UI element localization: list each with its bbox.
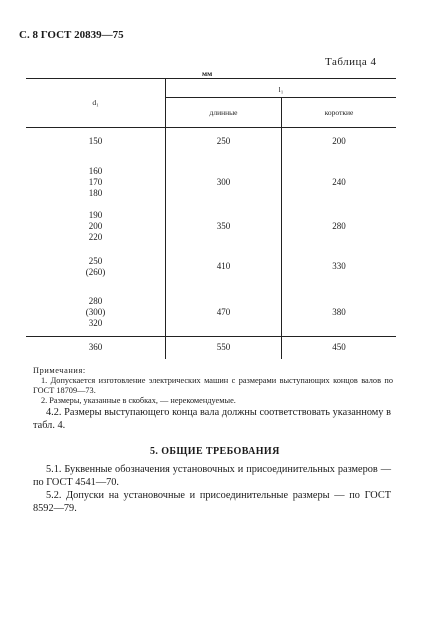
- note-1: 1. Допускается изготовление электрических машин с размерами выступающих концов валов по ГОСТ 18709—73.: [33, 376, 393, 395]
- table-cell-long: 470: [216, 307, 231, 317]
- section-heading: 5. ОБЩИЕ ТРЕБОВАНИЯ: [150, 446, 280, 457]
- col-header-long: длинные: [209, 108, 238, 117]
- table-cell-d: 360: [88, 342, 103, 352]
- table-cell-long: 250: [216, 136, 231, 146]
- table-notes: [33, 366, 393, 406]
- table-header-rule: [26, 127, 396, 128]
- table-title: Таблица 4: [325, 56, 377, 68]
- table-last-row-rule: [26, 336, 396, 337]
- table-cell-short: 380: [332, 307, 346, 317]
- table-cell-long: 300: [216, 177, 231, 187]
- table-cell-d: 150: [88, 136, 103, 146]
- table-cell-d: 280 (300) 320: [85, 296, 106, 328]
- note-2: 2. Размеры, указанные в скобках, — нерекомендуемые.: [41, 396, 236, 405]
- table-top-rule: [26, 78, 396, 79]
- table-cell-short: 200: [332, 136, 346, 146]
- table-cell-long: 410: [216, 261, 231, 271]
- table-cell-long: 350: [216, 221, 231, 231]
- table-cell-d: 190 200 220: [88, 210, 103, 242]
- table-cell-short: 240: [332, 177, 346, 187]
- notes-title: Примечания:: [33, 366, 86, 375]
- col-header-d1: d₁: [92, 98, 99, 107]
- table-cell-d: 160 170 180: [88, 166, 103, 198]
- table-cell-d: 250 (260): [85, 256, 106, 277]
- table-cell-long: 550: [216, 342, 231, 352]
- col-header-short: короткие: [324, 108, 354, 117]
- table-cell-short: 330: [332, 261, 346, 271]
- paragraph-5-1: 5.1. Буквенные обозначения установочных и присоединительных размеров — по ГОСТ 4541—70.: [33, 464, 391, 488]
- page-header: С. 8 ГОСТ 20839—75: [19, 29, 124, 41]
- col-header-l1: l₁: [278, 85, 284, 94]
- table-unit: мм: [202, 69, 213, 78]
- paragraph-5-2: 5.2. Допуски на установочные и присоединительные размеры — по ГОСТ 8592—79.: [33, 490, 391, 514]
- table-cell-short: 280: [332, 221, 346, 231]
- table-cell-short: 450: [332, 342, 346, 352]
- paragraph-4-2: 4.2. Размеры выступающего конца вала должны соответствовать указанному в табл. 4.: [33, 407, 391, 431]
